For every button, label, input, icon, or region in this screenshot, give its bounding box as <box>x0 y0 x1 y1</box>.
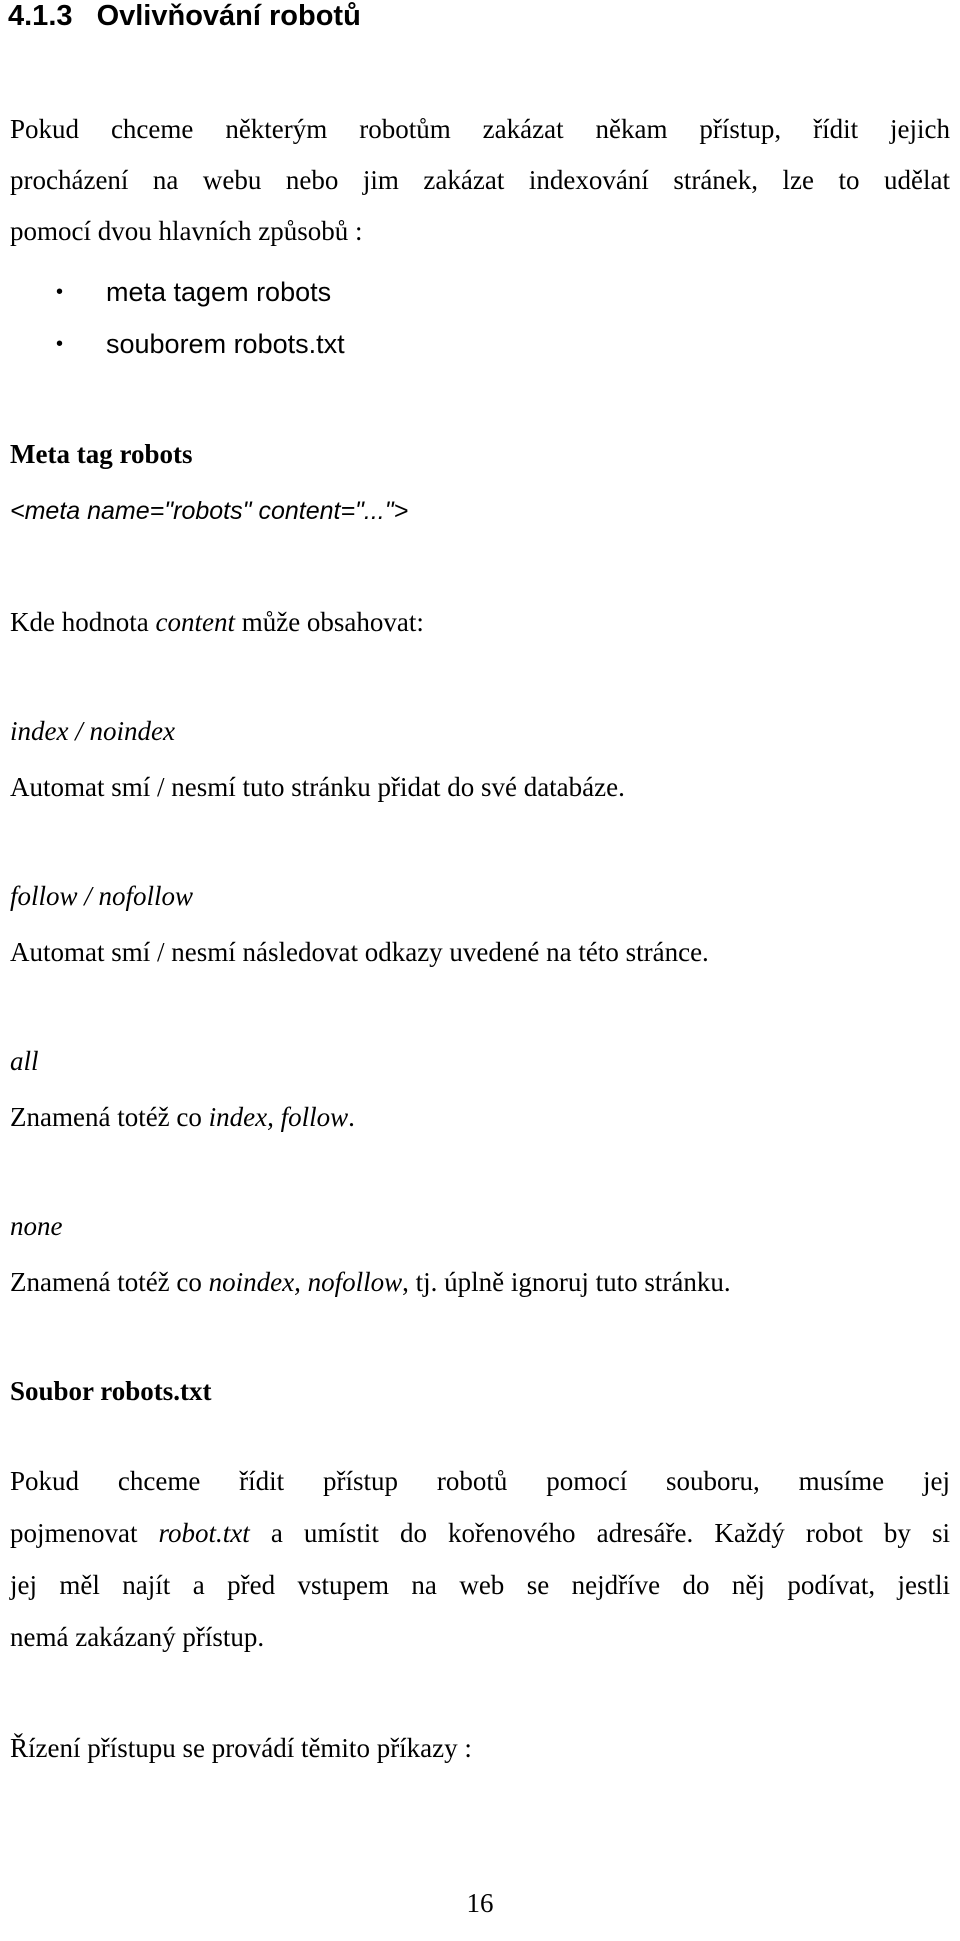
robots-file-heading: Soubor robots.txt <box>10 1376 212 1406</box>
value-term-follow: follow / nofollow <box>10 881 194 911</box>
value-desc-none-after: , tj. úplně ignoruj tuto stránku. <box>402 1267 731 1297</box>
list-item-label: meta tagem robots <box>106 277 332 307</box>
content-intro <box>10 609 424 636</box>
value-desc-none-before: Znamená totéž co <box>10 1267 209 1297</box>
content-intro-term: content <box>155 607 235 637</box>
intro-line-3: pomocí dvou hlavních způsobů : <box>10 216 363 246</box>
robots-file-line-2-after: a umístit do kořenového adresáře. Každý robot by si <box>249 1518 950 1548</box>
robots-file-line-4: nemá zakázaný přístup. <box>10 1622 265 1652</box>
value-desc-none-term: noindex, nofollow <box>208 1267 403 1297</box>
intro-line-2: procházení na webu nebo jim zakázat indexování stránek, lze to udělat <box>10 165 950 195</box>
meta-tag-code: <meta name="robots" content="..."> <box>10 497 409 525</box>
robots-file-line-2-before: pojmenovat <box>10 1518 159 1548</box>
intro-line-1: Pokud chceme některým robotům zakázat někam přístup, řídit jejich <box>10 114 950 144</box>
robots-file-line-2-term: robot.txt <box>158 1518 250 1548</box>
robots-file-line-3: jej měl najít a před vstupem na web se nejdříve do něj podívat, jestli <box>10 1570 950 1600</box>
meta-tag-heading: Meta tag robots <box>10 439 193 469</box>
list-item <box>56 279 331 306</box>
list-item <box>56 331 345 358</box>
content-intro-before: Kde hodnota <box>10 607 156 637</box>
section-number: 4.1.3 <box>8 0 73 32</box>
value-term-index: index / noindex <box>10 716 175 746</box>
value-term-none: none <box>10 1211 63 1241</box>
value-desc-none <box>10 1269 731 1296</box>
list-item-label: souborem robots.txt <box>106 329 345 359</box>
robots-file-line-2 <box>10 1520 950 1547</box>
page-number: 16 <box>466 1888 494 1918</box>
value-desc-all-term: index, follow <box>208 1102 349 1132</box>
value-desc-all <box>10 1104 355 1131</box>
section-heading <box>8 2 361 31</box>
bullet-icon: • <box>56 281 64 303</box>
value-desc-index: Automat smí / nesmí tuto stránku přidat do své databáze. <box>10 772 625 802</box>
value-term-all: all <box>10 1046 39 1076</box>
section-title: Ovlivňování robotů <box>96 0 361 32</box>
value-desc-all-before: Znamená totéž co <box>10 1102 209 1132</box>
robots-file-line-1: Pokud chceme řídit přístup robotů pomocí souboru, musíme jej <box>10 1466 950 1496</box>
bullet-icon: • <box>56 333 64 355</box>
content-intro-after: může obsahovat: <box>234 607 424 637</box>
value-desc-follow: Automat smí / nesmí následovat odkazy uvedené na této stránce. <box>10 937 709 967</box>
value-desc-all-after: . <box>348 1102 355 1132</box>
commands-intro: Řízení přístupu se provádí těmito příkazy : <box>10 1733 472 1763</box>
